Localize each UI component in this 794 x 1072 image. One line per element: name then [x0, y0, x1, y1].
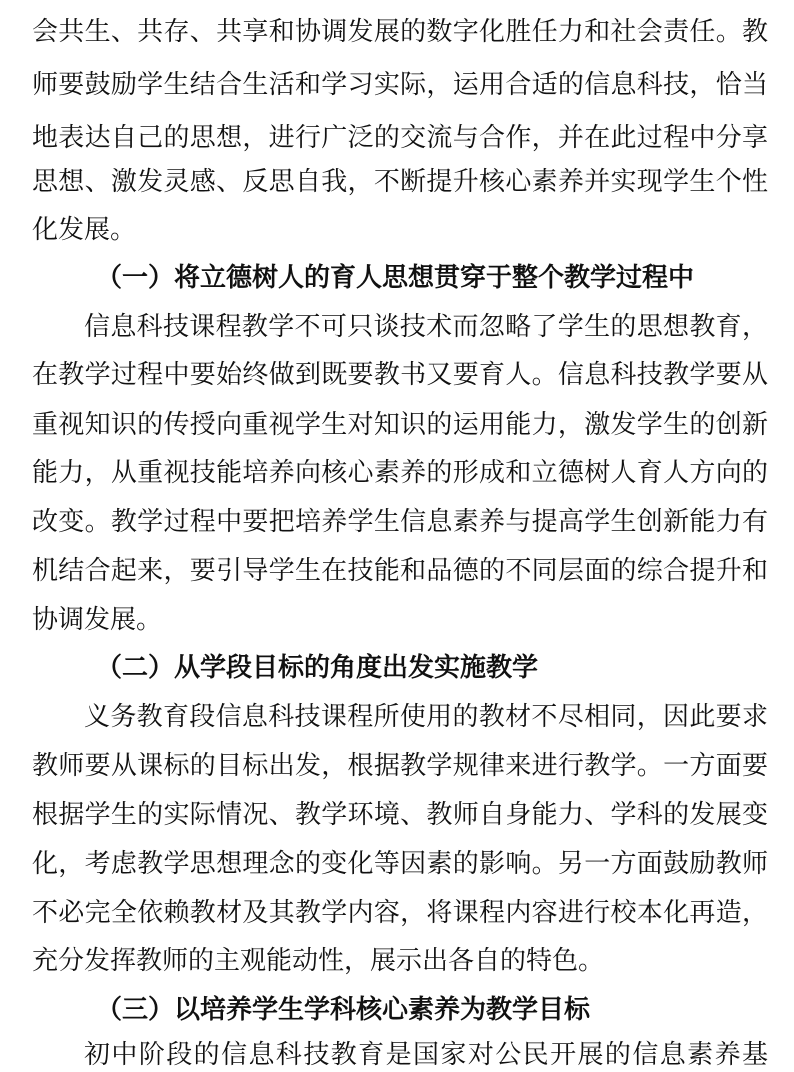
- body-text-line: 化发展。: [32, 215, 137, 245]
- body-text-line: 义务教育段信息科技课程所使用的教材不尽相同，因此要求: [84, 702, 768, 732]
- body-text-line: 会共生、共存、共享和协调发展的数字化胜任力和社会责任。教: [32, 17, 768, 47]
- body-text-line: 能力，从重视技能培养向核心素养的形成和立德树人育人方向的: [32, 458, 768, 488]
- body-text-line: 化，考虑教学思想理念的变化等因素的影响。另一方面鼓励教师: [32, 849, 768, 879]
- body-text-line: 改变。教学过程中要把培养学生信息素养与提高学生创新能力有: [32, 507, 768, 537]
- body-text-line: 根据学生的实际情况、教学环境、教师自身能力、学科的发展变: [32, 800, 768, 830]
- section-heading: （二）从学段目标的角度出发实施教学: [96, 653, 539, 683]
- body-text-line: 不必完全依赖教材及其教学内容，将课程内容进行校本化再造，: [32, 898, 768, 928]
- body-text-line: 思想、激发灵感、反思自我，不断提升核心素养并实现学生个性: [32, 167, 768, 197]
- body-text-line: 重视知识的传授向重视学生对知识的运用能力，激发学生的创新: [32, 410, 768, 440]
- body-text-line: 初中阶段的信息科技教育是国家对公民开展的信息素养基: [84, 1040, 768, 1070]
- body-text-line: 教师要从课标的目标出发，根据教学规律来进行教学。一方面要: [32, 751, 768, 781]
- body-text-line: 机结合起来，要引导学生在技能和品德的不同层面的综合提升和: [32, 556, 768, 586]
- section-heading: （三）以培养学生学科核心素养为教学目标: [96, 995, 591, 1025]
- body-text-line: 地表达自己的思想，进行广泛的交流与合作，并在此过程中分享: [32, 123, 768, 153]
- section-heading: （一）将立德树人的育人思想贯穿于整个教学过程中: [96, 263, 695, 293]
- body-text-line: 协调发展。: [32, 605, 163, 635]
- body-text-line: 师要鼓励学生结合生活和学习实际，运用合适的信息科技，恰当: [32, 70, 768, 100]
- body-text-line: 在教学过程中要始终做到既要教书又要育人。信息科技教学要从: [32, 360, 768, 390]
- body-text-line: 信息科技课程教学不可只谈技术而忽略了学生的思想教育，: [84, 312, 768, 342]
- body-text-line: 充分发挥教师的主观能动性，展示出各自的特色。: [32, 946, 605, 976]
